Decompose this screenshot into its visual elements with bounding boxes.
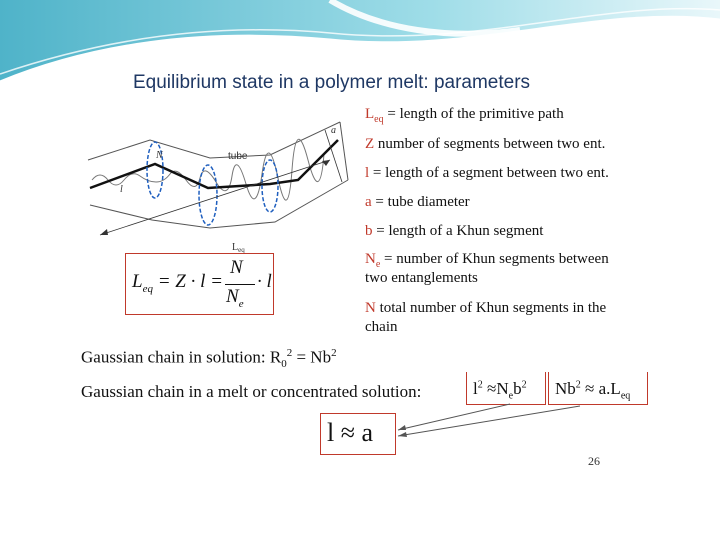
definition-item: l = length of a segment between two ent. (365, 165, 609, 181)
result-box (320, 413, 396, 455)
definition-item: $N_e$ = number of Khun segments between (365, 251, 609, 270)
definition-item: b = length of a Khun segment (365, 223, 544, 239)
leq-lhs: $L_{eq} = Z \cdot l$ = (132, 271, 223, 295)
definition-item: Z number of segments between two ent. (365, 136, 606, 152)
definition-item: a = tube diameter (365, 194, 470, 210)
leq-tail: · l (257, 271, 272, 292)
definition-item: $L_{eq}$ = length of the primitive path (365, 106, 564, 125)
fraction-numerator: N (230, 257, 243, 278)
leq-equation-box (125, 253, 274, 315)
l-label: l (120, 184, 123, 195)
result-arrows (390, 400, 590, 440)
gaussian-melt-line: Gaussian chain in a melt or concentrated solution: (81, 382, 422, 401)
leq-label: $L_{eq}$ (232, 242, 245, 254)
relation-box-1: $l^2 \approx N_eb^2$ (466, 372, 546, 405)
tube-label: tube (228, 151, 248, 162)
n-label: N (156, 150, 163, 161)
definition-item: N total number of Khun segments in the (365, 300, 607, 316)
fraction-denominator: $N_e$ (226, 286, 244, 310)
gaussian-solution-line: Gaussian chain in solution: $R_0^2 = Nb^2$ (81, 347, 337, 371)
page-number: 26 (588, 454, 600, 468)
result-text: l ≈ a (327, 418, 374, 447)
definition-item: chain (365, 319, 398, 335)
tube-diagram (80, 100, 360, 255)
a-label: a (331, 125, 336, 136)
relation-box-2: $Nb^2 \approx a.L_{eq}$ (548, 372, 648, 405)
slide-title: Equilibrium state in a polymer melt: parameters (133, 72, 531, 93)
definition-item: two entanglements (365, 270, 478, 286)
